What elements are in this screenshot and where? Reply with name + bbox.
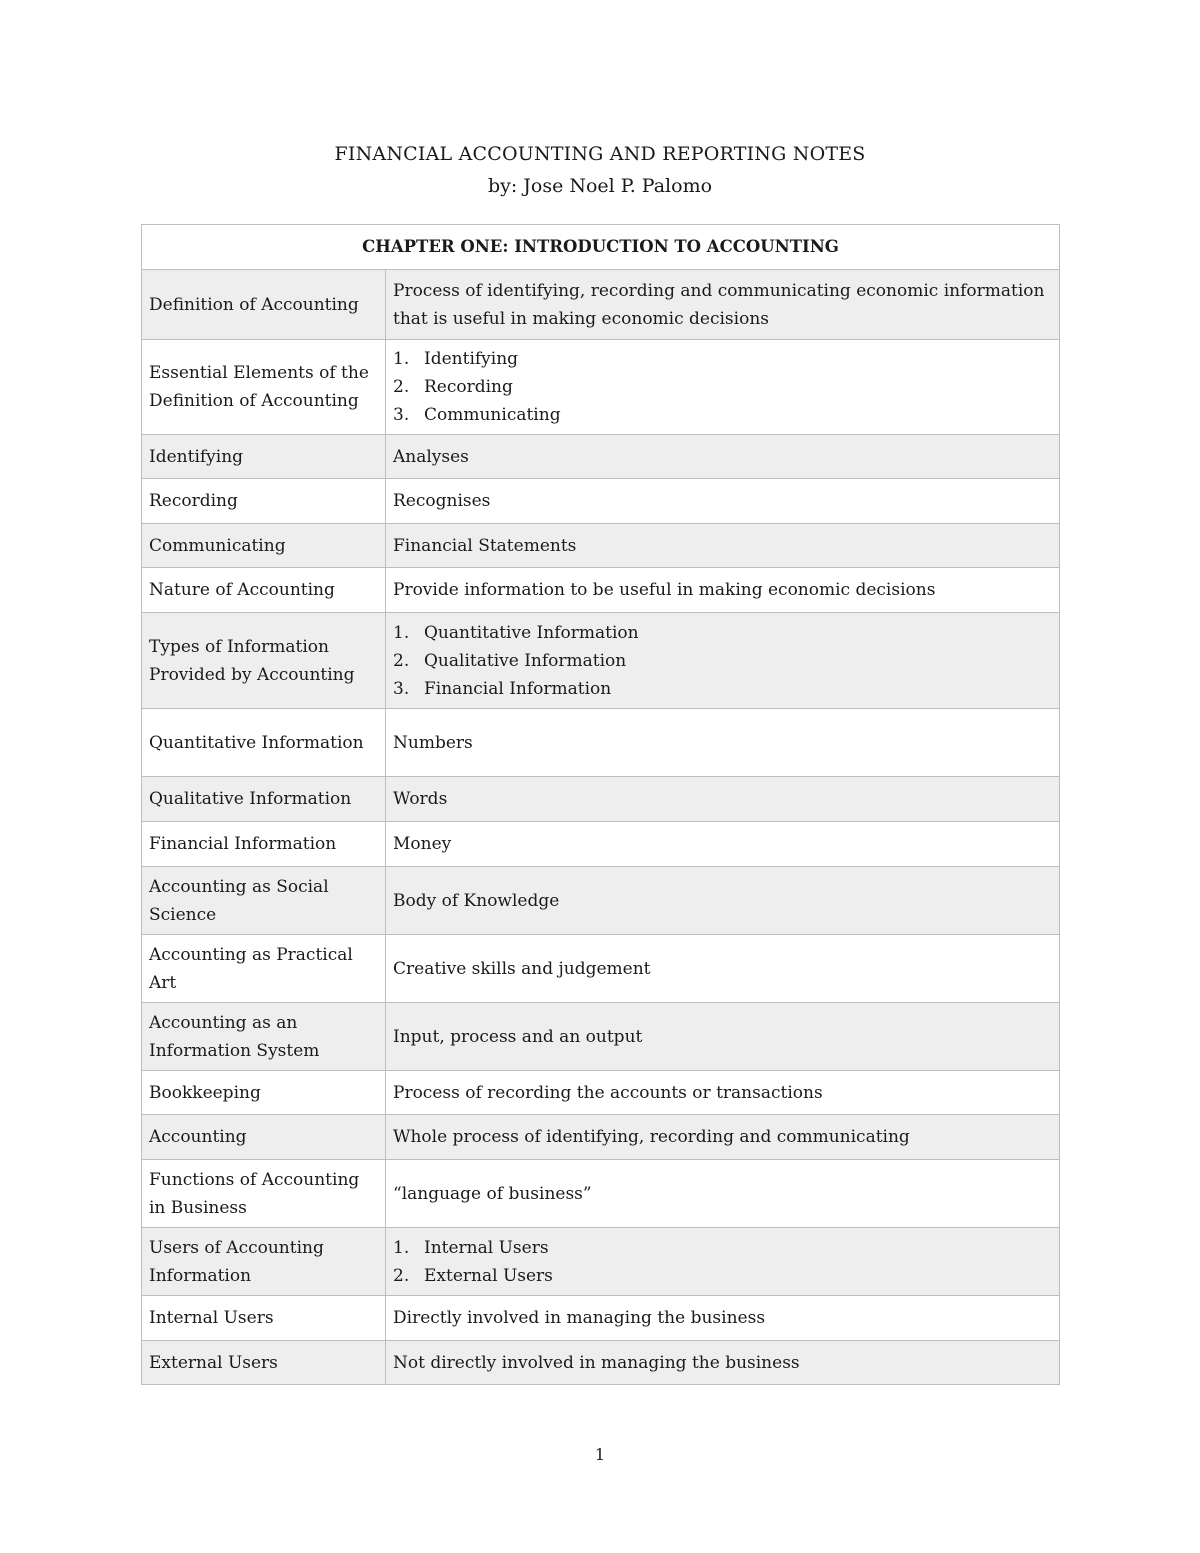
table-row bbox=[142, 1341, 1060, 1385]
term-cell: Accounting as Social Science bbox=[142, 867, 386, 935]
definition-cell: Directly involved in managing the business bbox=[386, 1296, 1060, 1341]
table-row bbox=[142, 1296, 1060, 1341]
definition-cell: Not directly involved in managing the business bbox=[386, 1341, 1060, 1385]
page-number: 1 bbox=[594, 1445, 606, 1464]
term-cell: Essential Elements of the Definition of Accounting bbox=[142, 340, 386, 435]
term-cell: Users of Accounting Information bbox=[142, 1228, 386, 1296]
definition-cell: Process of recording the accounts or transactions bbox=[386, 1071, 1060, 1115]
definition-cell bbox=[386, 340, 1060, 435]
table-row bbox=[142, 524, 1060, 568]
definition-cell: Analyses bbox=[386, 435, 1060, 479]
term-cell: Recording bbox=[142, 479, 386, 524]
list-item: 2. Qualitative Information bbox=[393, 650, 627, 671]
numbered-list bbox=[393, 619, 1052, 703]
table-row bbox=[142, 270, 1060, 340]
term-cell: Bookkeeping bbox=[142, 1071, 386, 1115]
list-item: 3. Communicating bbox=[393, 405, 561, 425]
table-row bbox=[142, 568, 1060, 613]
term-cell: Quantitative Information bbox=[142, 709, 386, 777]
term-cell: Accounting as Practical Art bbox=[142, 935, 386, 1003]
definition-cell: Financial Statements bbox=[386, 524, 1060, 568]
term-cell: Qualitative Information bbox=[142, 777, 386, 822]
term-cell: Accounting as an Information System bbox=[142, 1003, 386, 1071]
chapter-heading: CHAPTER ONE: INTRODUCTION TO ACCOUNTING bbox=[142, 225, 1060, 270]
numbered-list bbox=[393, 345, 1052, 429]
definition-cell: Recognises bbox=[386, 479, 1060, 524]
list-item: 1. Identifying bbox=[393, 349, 519, 369]
term-cell: External Users bbox=[142, 1341, 386, 1385]
table-row bbox=[142, 935, 1060, 1003]
table-row bbox=[142, 1115, 1060, 1160]
table-row bbox=[142, 1003, 1060, 1071]
definition-cell: Words bbox=[386, 777, 1060, 822]
document-author: by: Jose Noel P. Palomo bbox=[487, 175, 713, 197]
table-row bbox=[142, 822, 1060, 867]
title-block bbox=[0, 141, 1200, 199]
term-cell: Accounting bbox=[142, 1115, 386, 1160]
definition-cell: Creative skills and judgement bbox=[386, 935, 1060, 1003]
definition-cell: Money bbox=[386, 822, 1060, 867]
term-cell: Communicating bbox=[142, 524, 386, 568]
definition-cell: Process of identifying, recording and communicating economic information that is useful in making economic decisions bbox=[386, 270, 1060, 340]
table-row bbox=[142, 435, 1060, 479]
list-item: 2. External Users bbox=[393, 1265, 553, 1286]
definition-cell: Body of Knowledge bbox=[386, 867, 1060, 935]
list-item: 1. Internal Users bbox=[393, 1237, 549, 1258]
definition-cell: “language of business” bbox=[386, 1160, 1060, 1228]
table-row bbox=[142, 479, 1060, 524]
list-item: 2. Recording bbox=[393, 377, 513, 397]
table-row bbox=[142, 867, 1060, 935]
term-cell: Internal Users bbox=[142, 1296, 386, 1341]
term-cell: Identifying bbox=[142, 435, 386, 479]
chapter-heading-row bbox=[142, 225, 1060, 270]
definition-cell: Whole process of identifying, recording and communicating bbox=[386, 1115, 1060, 1160]
table-row bbox=[142, 1071, 1060, 1115]
table-row bbox=[142, 1228, 1060, 1296]
definition-cell: Provide information to be useful in making economic decisions bbox=[386, 568, 1060, 613]
definition-cell: Numbers bbox=[386, 709, 1060, 777]
table-row bbox=[142, 777, 1060, 822]
list-item: 1. Quantitative Information bbox=[393, 622, 639, 643]
numbered-list bbox=[393, 1234, 1052, 1290]
table-row bbox=[142, 709, 1060, 777]
table-row bbox=[142, 340, 1060, 435]
definition-cell: Input, process and an output bbox=[386, 1003, 1060, 1071]
list-item: 3. Financial Information bbox=[393, 678, 612, 699]
term-cell: Definition of Accounting bbox=[142, 270, 386, 340]
table-row bbox=[142, 1160, 1060, 1228]
term-cell: Nature of Accounting bbox=[142, 568, 386, 613]
term-cell: Financial Information bbox=[142, 822, 386, 867]
definition-cell bbox=[386, 613, 1060, 709]
definition-cell bbox=[386, 1228, 1060, 1296]
table-row bbox=[142, 613, 1060, 709]
notes-table bbox=[141, 224, 1060, 1385]
term-cell: Types of Information Provided by Accounting bbox=[142, 613, 386, 709]
term-cell: Functions of Accounting in Business bbox=[142, 1160, 386, 1228]
document-title: FINANCIAL ACCOUNTING AND REPORTING NOTES bbox=[334, 143, 866, 165]
